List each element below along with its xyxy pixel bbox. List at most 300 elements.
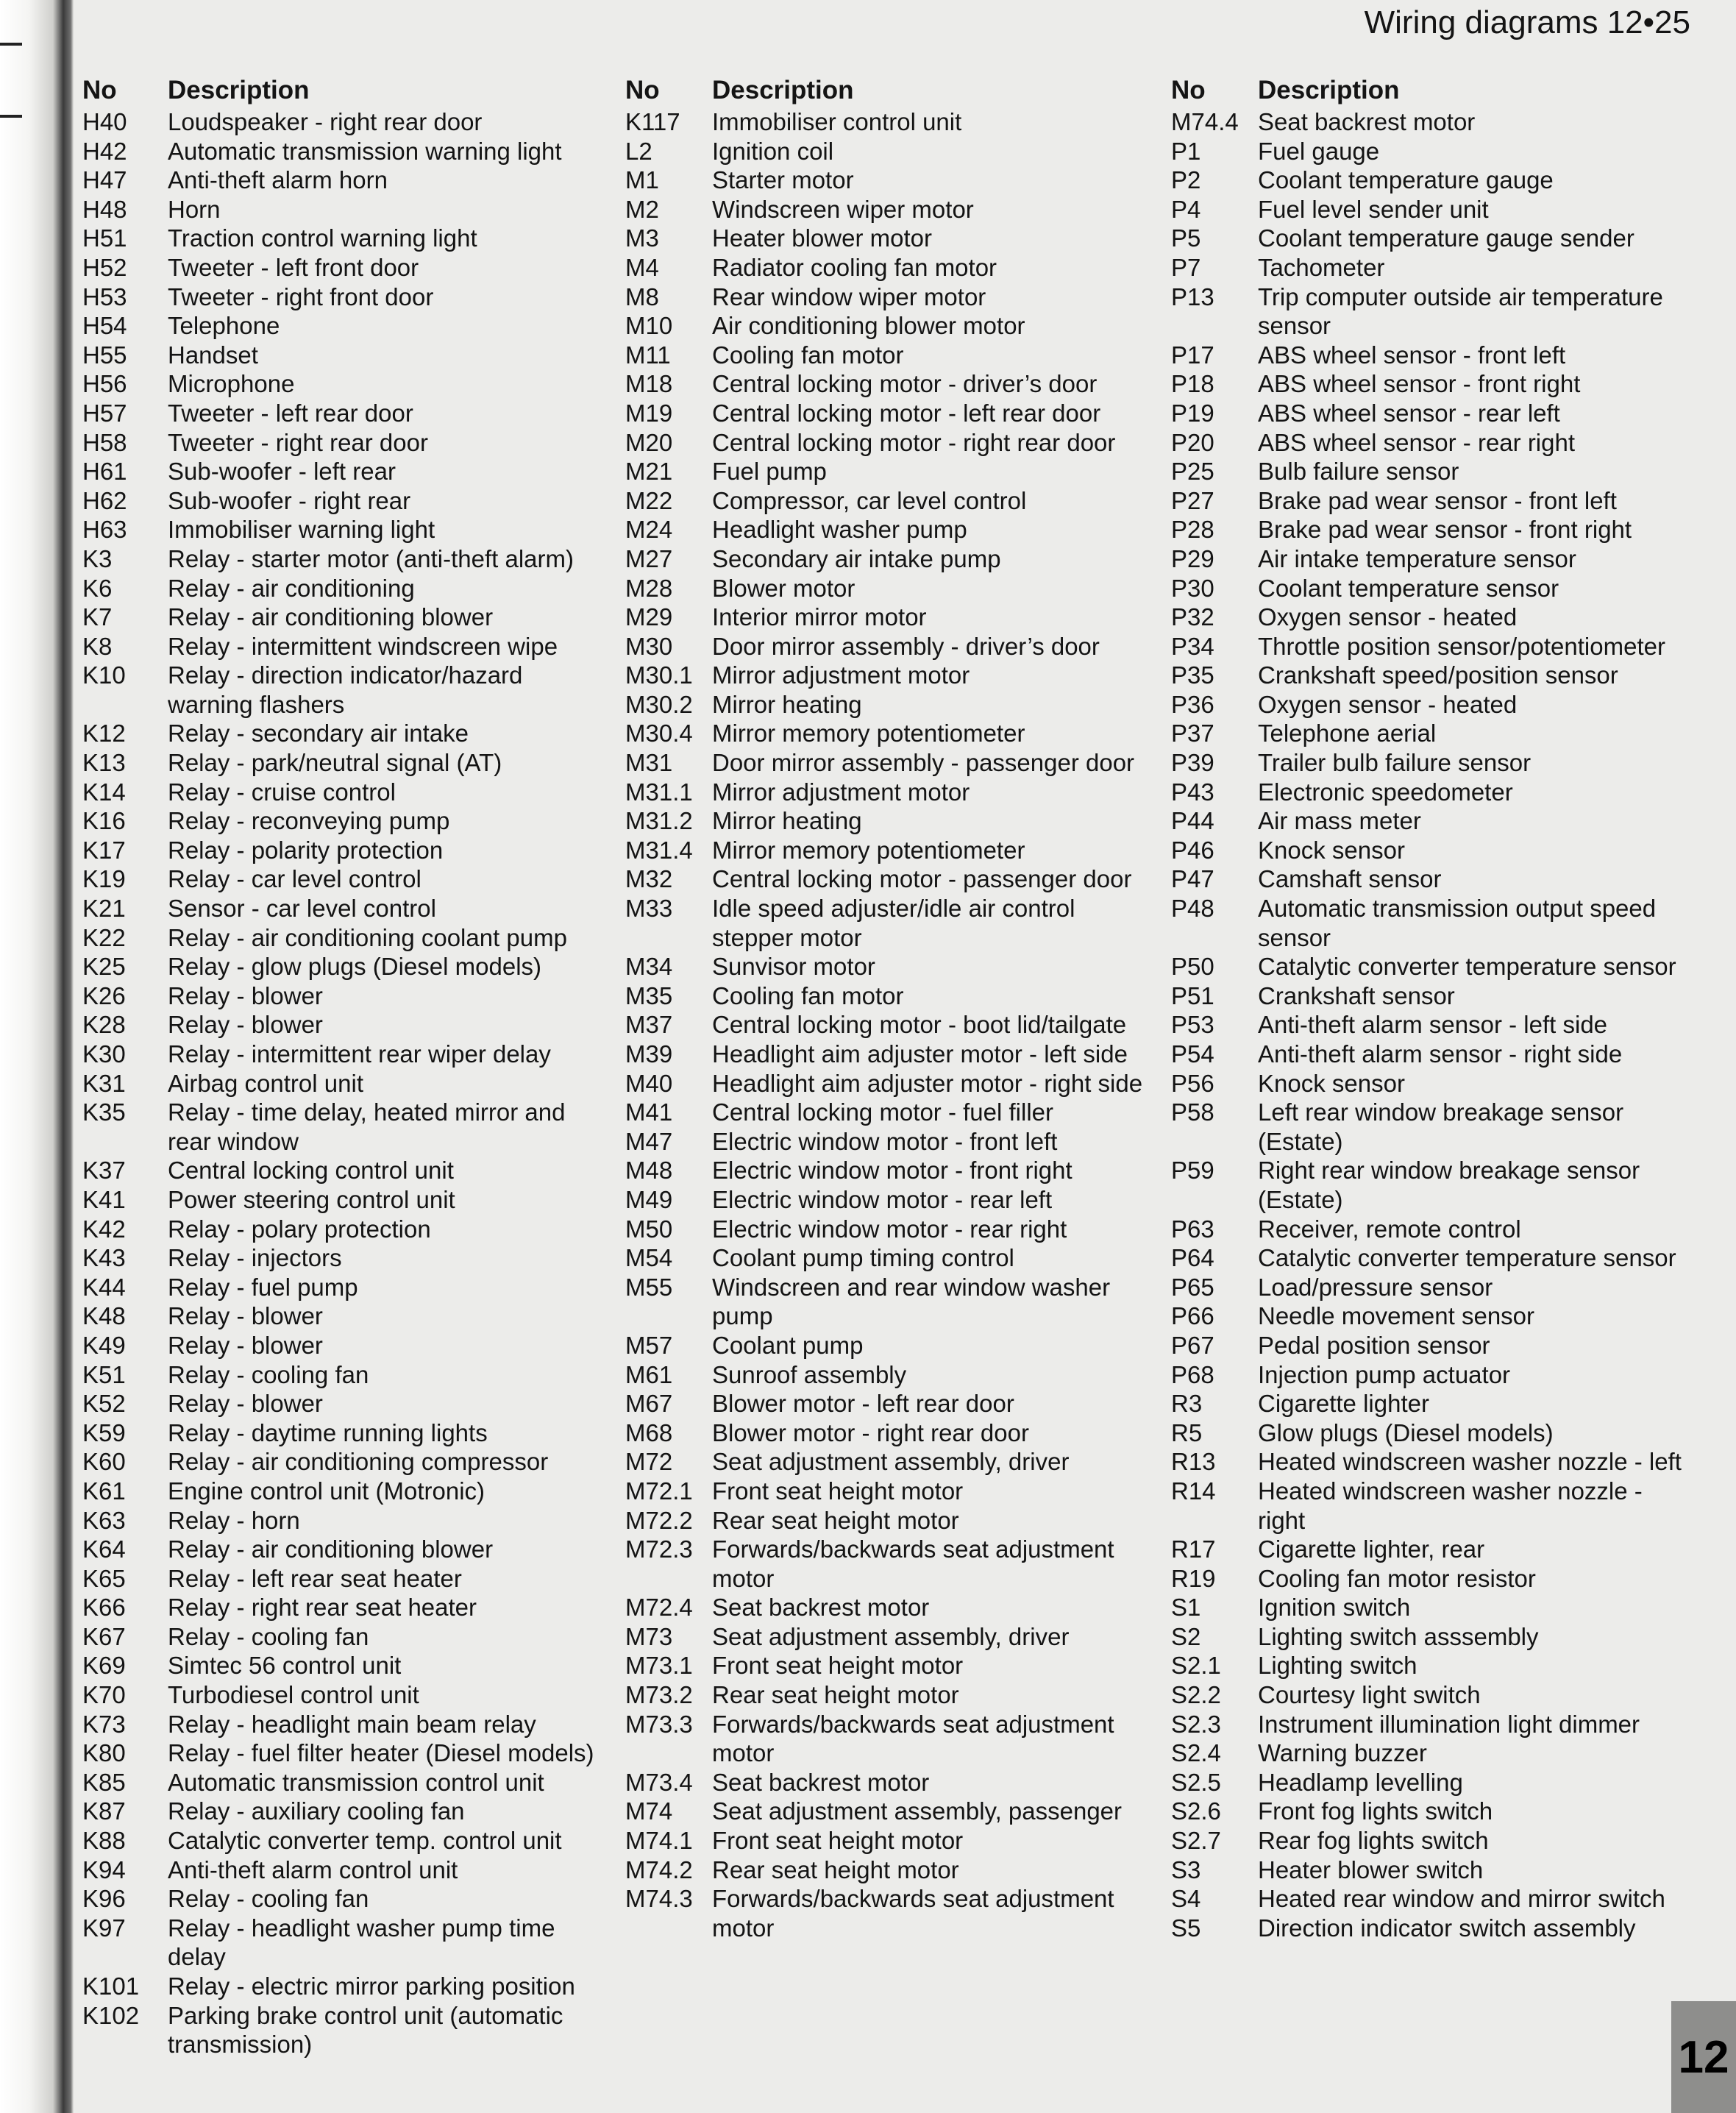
component-description: Compressor, car level control	[712, 486, 1027, 514]
component-code: P50	[1171, 953, 1214, 981]
component-code: K48	[82, 1302, 126, 1330]
legend-row	[82, 486, 597, 516]
component-description: Relay - headlight main beam relay	[168, 1710, 536, 1738]
component-code: M40	[625, 1069, 673, 1097]
component-code: M73	[625, 1622, 673, 1650]
component-description: Traction control warning light	[168, 224, 477, 252]
component-code: M31.1	[625, 778, 693, 806]
component-code: H52	[82, 253, 127, 281]
component-code: M30.2	[625, 690, 693, 718]
component-code: K64	[82, 1535, 126, 1563]
component-code: M33	[625, 895, 673, 923]
component-code: S2.1	[1171, 1652, 1221, 1680]
legend-rows	[625, 107, 1149, 1942]
legend-row	[625, 806, 1149, 836]
component-description: Seat backrest motor	[712, 1594, 930, 1622]
component-code: M18	[625, 370, 673, 398]
component-code: K21	[82, 895, 126, 923]
legend-row	[625, 894, 1149, 952]
component-description: Sunroof assembly	[712, 1360, 907, 1388]
legend-row	[625, 1010, 1149, 1040]
component-description: Tweeter - right rear door	[168, 428, 428, 456]
component-description: Relay - air conditioning	[168, 574, 415, 602]
component-code: K10	[82, 661, 126, 689]
component-description: Relay - daytime running lights	[168, 1418, 488, 1446]
legend-row	[625, 311, 1149, 341]
component-code: H61	[82, 458, 127, 486]
legend-row	[625, 719, 1149, 748]
component-description: Seat adjustment assembly, driver	[712, 1448, 1070, 1476]
component-description: Needle movement sensor	[1258, 1302, 1535, 1330]
component-description: Throttle position sensor/potentiometer	[1258, 632, 1665, 660]
component-description: Relay - cruise control	[168, 778, 396, 806]
legend-row	[625, 836, 1149, 865]
component-code: P20	[1171, 428, 1214, 456]
component-description: Rear seat height motor	[712, 1681, 959, 1709]
component-description: Coolant pump	[712, 1331, 864, 1359]
component-description: Fuel pump	[712, 458, 827, 486]
component-code: K70	[82, 1681, 126, 1709]
component-description: Relay - headlight washer pump time delay	[168, 1914, 555, 1971]
component-code: P46	[1171, 836, 1214, 864]
legend-row	[1171, 1010, 1686, 1040]
legend-row	[1171, 1360, 1686, 1390]
component-description: Coolant temperature gauge	[1258, 166, 1554, 194]
component-code: R17	[1171, 1535, 1216, 1563]
component-code: K66	[82, 1594, 126, 1622]
component-description: Relay - horn	[168, 1506, 300, 1534]
component-description: Relay - secondary air intake	[168, 720, 469, 747]
component-description: Central locking motor - right rear door	[712, 428, 1116, 456]
component-code: S2.7	[1171, 1827, 1221, 1855]
legend-row	[625, 1768, 1149, 1797]
legend-row	[1171, 661, 1686, 690]
component-description: Relay - starter motor (anti-theft alarm)	[168, 544, 574, 572]
legend-row	[625, 1710, 1149, 1768]
component-description: Brake pad wear sensor - front right	[1258, 516, 1632, 544]
component-code: P58	[1171, 1098, 1214, 1126]
component-code: P54	[1171, 1040, 1214, 1068]
component-code: S1	[1171, 1594, 1201, 1622]
component-description: Pedal position sensor	[1258, 1331, 1490, 1359]
component-description: Direction indicator switch assembly	[1258, 1914, 1636, 1942]
component-code: M37	[625, 1011, 673, 1039]
component-description: Mirror memory potentiometer	[712, 836, 1025, 864]
component-code: R13	[1171, 1448, 1216, 1476]
component-code: L2	[625, 137, 652, 165]
component-code: K87	[82, 1797, 126, 1825]
component-description: Relay - blower	[168, 1331, 323, 1359]
component-code: K6	[82, 574, 113, 602]
component-code: P18	[1171, 370, 1214, 398]
column-header	[625, 74, 1149, 107]
legend-row	[625, 195, 1149, 224]
component-code: M48	[625, 1157, 673, 1185]
legend-row	[1171, 574, 1686, 603]
component-description: Blower motor - right rear door	[712, 1418, 1029, 1446]
component-code: K44	[82, 1273, 126, 1301]
legend-row	[82, 719, 597, 748]
legend-row	[82, 1884, 597, 1914]
component-code: M24	[625, 516, 673, 544]
component-description: Turbodiesel control unit	[168, 1681, 419, 1709]
component-description: Door mirror assembly - passenger door	[712, 749, 1135, 777]
component-description: Front fog lights switch	[1258, 1797, 1493, 1825]
component-code: P43	[1171, 778, 1214, 806]
component-description: Relay - cooling fan	[168, 1622, 369, 1650]
legend-row	[82, 661, 597, 719]
component-code: M74.2	[625, 1855, 693, 1883]
component-description: Anti-theft alarm horn	[168, 166, 388, 194]
component-description: Relay - direction indicator/hazard warning flashers	[168, 661, 523, 718]
legend-row	[82, 836, 597, 865]
component-code: P25	[1171, 458, 1214, 486]
component-code: M50	[625, 1215, 673, 1243]
legend-row	[625, 1040, 1149, 1069]
component-code: R5	[1171, 1418, 1203, 1446]
component-code: M27	[625, 544, 673, 572]
legend-row	[1171, 1447, 1686, 1477]
component-description: Lighting switch asssembly	[1258, 1622, 1539, 1650]
legend-row	[625, 1884, 1149, 1942]
legend-row	[82, 311, 597, 341]
legend-row	[625, 661, 1149, 690]
component-description: Front seat height motor	[712, 1827, 964, 1855]
legend-row	[1171, 894, 1686, 952]
legend-row	[625, 1418, 1149, 1448]
component-description: Oxygen sensor - heated	[1258, 690, 1518, 718]
component-code: K13	[82, 749, 126, 777]
component-code: K37	[82, 1157, 126, 1185]
component-description: Mirror heating	[712, 690, 862, 718]
legend-row	[1171, 224, 1686, 253]
component-code: P13	[1171, 283, 1214, 310]
component-description: Glow plugs (Diesel models)	[1258, 1418, 1554, 1446]
component-code: K101	[82, 1972, 140, 2000]
legend-row	[1171, 253, 1686, 283]
legend-row	[1171, 137, 1686, 166]
column-header-no: No	[82, 76, 117, 104]
legend-row	[82, 224, 597, 253]
legend-row	[1171, 457, 1686, 486]
legend-row	[625, 574, 1149, 603]
component-description: Airbag control unit	[168, 1069, 363, 1097]
legend-row	[625, 369, 1149, 399]
legend-row	[82, 1156, 597, 1185]
component-description: Immobiliser control unit	[712, 108, 962, 135]
component-description: Rear window wiper motor	[712, 283, 986, 310]
component-description: Fuel gauge	[1258, 137, 1380, 165]
component-code: M72.2	[625, 1506, 693, 1534]
legend-row	[625, 1127, 1149, 1157]
component-description: ABS wheel sensor - rear right	[1258, 428, 1576, 456]
legend-row	[625, 1098, 1149, 1127]
component-code: M4	[625, 253, 659, 281]
component-description: Mirror adjustment motor	[712, 661, 970, 689]
legend-row	[82, 748, 597, 778]
legend-row	[1171, 1826, 1686, 1855]
legend-row	[82, 1243, 597, 1273]
page-binding-edge	[0, 0, 74, 2113]
component-description: Central locking motor - passenger door	[712, 865, 1132, 893]
component-code: K97	[82, 1914, 126, 1942]
component-description: Load/pressure sensor	[1258, 1273, 1493, 1301]
legend-row	[1171, 1243, 1686, 1273]
component-code: M74.3	[625, 1885, 693, 1913]
component-code: H56	[82, 370, 127, 398]
component-code: M8	[625, 283, 659, 310]
component-code: H54	[82, 312, 127, 340]
legend-row	[625, 341, 1149, 370]
component-code: P65	[1171, 1273, 1214, 1301]
component-description: Tweeter - left front door	[168, 253, 419, 281]
legend-row	[1171, 1739, 1686, 1768]
component-description: Anti-theft alarm sensor - left side	[1258, 1011, 1608, 1039]
component-description: Telephone	[168, 312, 280, 340]
legend-row	[625, 1360, 1149, 1390]
legend-row	[82, 1622, 597, 1652]
column-header-description: Description	[1258, 76, 1400, 104]
component-code: K65	[82, 1564, 126, 1592]
legend-row	[625, 399, 1149, 428]
component-code: M61	[625, 1360, 673, 1388]
component-description: Receiver, remote control	[1258, 1215, 1521, 1243]
legend-row	[82, 1040, 597, 1069]
legend-row	[82, 1069, 597, 1098]
component-description: Secondary air intake pump	[712, 544, 1001, 572]
component-description: Bulb failure sensor	[1258, 458, 1459, 486]
component-description: ABS wheel sensor - front right	[1258, 370, 1581, 398]
legend-row	[1171, 1535, 1686, 1564]
component-code: K94	[82, 1855, 126, 1883]
component-code: K25	[82, 953, 126, 981]
legend-row	[82, 603, 597, 632]
component-code: P1	[1171, 137, 1201, 165]
legend-row	[1171, 1477, 1686, 1535]
component-description: Heated windscreen washer nozzle - left	[1258, 1448, 1682, 1476]
component-description: Electric window motor - front left	[712, 1127, 1058, 1155]
legend-row	[625, 1243, 1149, 1273]
component-description: Seat backrest motor	[1258, 108, 1476, 135]
legend-row	[625, 253, 1149, 283]
legend-row	[625, 632, 1149, 661]
component-description: Relay - cooling fan	[168, 1360, 369, 1388]
legend-row	[625, 166, 1149, 195]
component-description: Rear fog lights switch	[1258, 1827, 1489, 1855]
legend-row	[625, 137, 1149, 166]
component-code: M31.4	[625, 836, 693, 864]
legend-row	[1171, 1914, 1686, 1943]
component-code: M28	[625, 574, 673, 602]
legend-row	[625, 1855, 1149, 1885]
component-code: P2	[1171, 166, 1201, 194]
component-description: Telephone aerial	[1258, 720, 1437, 747]
legend-row	[1171, 1273, 1686, 1302]
component-code: P66	[1171, 1302, 1214, 1330]
legend-row	[82, 1914, 597, 1972]
component-description: Heated rear window and mirror switch	[1258, 1885, 1665, 1913]
component-code: K12	[82, 720, 126, 747]
legend-row	[625, 1331, 1149, 1360]
legend-row	[82, 1710, 597, 1739]
component-description: Heated windscreen washer nozzle - right	[1258, 1477, 1643, 1534]
component-description: Rear seat height motor	[712, 1506, 959, 1534]
component-description: Immobiliser warning light	[168, 516, 435, 544]
legend-row	[1171, 1564, 1686, 1594]
component-code: H42	[82, 137, 127, 165]
legend-row	[82, 1739, 597, 1768]
component-description: Parking brake control unit (automatic transmission)	[168, 2001, 563, 2059]
legend-row	[1171, 428, 1686, 458]
legend-row	[625, 283, 1149, 312]
component-code: K61	[82, 1477, 126, 1505]
component-code: S2.3	[1171, 1710, 1221, 1738]
component-code: M67	[625, 1390, 673, 1418]
legend-row	[82, 981, 597, 1011]
component-description: Left rear window breakage sensor (Estate)	[1258, 1098, 1624, 1155]
component-description: Electronic speedometer	[1258, 778, 1513, 806]
component-code: S3	[1171, 1855, 1201, 1883]
legend-row	[625, 603, 1149, 632]
legend-row	[1171, 1215, 1686, 1244]
component-code: P64	[1171, 1244, 1214, 1272]
component-description: Windscreen and rear window washer pump	[712, 1273, 1111, 1330]
component-description: Relay - reconveying pump	[168, 807, 450, 835]
component-description: Relay - injectors	[168, 1244, 342, 1272]
component-description: Knock sensor	[1258, 1069, 1405, 1097]
component-description: Engine control unit (Motronic)	[168, 1477, 485, 1505]
legend-row	[82, 632, 597, 661]
legend-row	[625, 748, 1149, 778]
legend-row	[1171, 1331, 1686, 1360]
legend-row	[82, 1651, 597, 1680]
component-code: K7	[82, 603, 113, 631]
legend-row	[1171, 748, 1686, 778]
legend-row	[1171, 1680, 1686, 1710]
component-description: Relay - auxiliary cooling fan	[168, 1797, 465, 1825]
component-code: M3	[625, 224, 659, 252]
legend-row	[82, 1797, 597, 1826]
component-code: M30.1	[625, 661, 693, 689]
legend-row	[82, 1564, 597, 1594]
component-description: Relay - air conditioning compressor	[168, 1448, 549, 1476]
component-description: ABS wheel sensor - front left	[1258, 341, 1566, 369]
component-description: Blower motor	[712, 574, 855, 602]
component-description: Relay - polarity protection	[168, 836, 444, 864]
binding-mark	[0, 115, 22, 118]
component-code: H51	[82, 224, 127, 252]
legend-row	[82, 253, 597, 283]
component-description: Electric window motor - rear left	[712, 1185, 1053, 1213]
component-description: Catalytic converter temperature sensor	[1258, 1244, 1676, 1272]
component-code: K67	[82, 1622, 126, 1650]
component-code: K49	[82, 1331, 126, 1359]
component-description: Handset	[168, 341, 258, 369]
component-code: P29	[1171, 544, 1214, 572]
legend-row	[625, 1215, 1149, 1244]
legend-row	[625, 1447, 1149, 1477]
legend-row	[1171, 1855, 1686, 1885]
component-description: Idle speed adjuster/idle air control stepper motor	[712, 895, 1075, 951]
component-code: H47	[82, 166, 127, 194]
component-description: Sensor - car level control	[168, 895, 436, 923]
component-description: Blower motor - left rear door	[712, 1390, 1014, 1418]
component-code: K117	[625, 108, 680, 135]
component-description: Door mirror assembly - driver’s door	[712, 632, 1100, 660]
legend-row	[82, 1010, 597, 1040]
component-code: K88	[82, 1827, 126, 1855]
component-description: Relay - fuel filter heater (Diesel models)	[168, 1739, 594, 1767]
component-code: K3	[82, 544, 113, 572]
component-description: Central locking control unit	[168, 1157, 454, 1185]
legend-row	[1171, 166, 1686, 195]
component-code: K42	[82, 1215, 126, 1243]
component-description: Front seat height motor	[712, 1477, 964, 1505]
component-description: Seat backrest motor	[712, 1768, 930, 1796]
component-code: M54	[625, 1244, 673, 1272]
component-description: Relay - blower	[168, 1011, 323, 1039]
legend-row	[1171, 544, 1686, 574]
component-description: Ignition switch	[1258, 1594, 1411, 1622]
legend-row	[1171, 369, 1686, 399]
legend-row	[1171, 981, 1686, 1011]
component-description: Electric window motor - rear right	[712, 1215, 1067, 1243]
component-code: M32	[625, 865, 673, 893]
component-code: P19	[1171, 399, 1214, 427]
component-description: Catalytic converter temp. control unit	[168, 1827, 562, 1855]
component-code: M73.2	[625, 1681, 693, 1709]
legend-column-1	[82, 74, 597, 2059]
component-description: Sunvisor motor	[712, 953, 875, 981]
column-header	[82, 74, 597, 107]
component-code: P39	[1171, 749, 1214, 777]
legend-column-2	[625, 74, 1149, 1942]
component-description: Forwards/backwards seat adjustment motor	[712, 1710, 1114, 1767]
legend-row	[82, 369, 597, 399]
legend-row	[82, 1972, 597, 2001]
component-description: Headlamp levelling	[1258, 1768, 1463, 1796]
legend-row	[1171, 719, 1686, 748]
legend-row	[82, 107, 597, 137]
legend-row	[1171, 1301, 1686, 1331]
component-code: K63	[82, 1506, 126, 1534]
legend-row	[625, 1477, 1149, 1506]
legend-row	[625, 1069, 1149, 1098]
component-code: M1	[625, 166, 659, 194]
legend-row	[82, 864, 597, 894]
component-description: Central locking motor - left rear door	[712, 399, 1101, 427]
component-description: Heater blower switch	[1258, 1855, 1484, 1883]
component-code: P48	[1171, 895, 1214, 923]
component-description: Crankshaft sensor	[1258, 981, 1455, 1009]
component-code: M74.1	[625, 1827, 693, 1855]
component-description: Central locking motor - boot lid/tailgate	[712, 1011, 1127, 1039]
component-description: Relay - polary protection	[168, 1215, 431, 1243]
legend-row	[82, 1331, 597, 1360]
legend-row	[1171, 1098, 1686, 1156]
component-code: M72.1	[625, 1477, 693, 1505]
legend-row	[1171, 806, 1686, 836]
component-code: P67	[1171, 1331, 1214, 1359]
component-description: Seat adjustment assembly, passenger	[712, 1797, 1123, 1825]
component-code: M72.3	[625, 1535, 693, 1563]
component-code: P30	[1171, 574, 1214, 602]
component-description: Headlight aim adjuster motor - left side	[712, 1040, 1128, 1068]
component-description: Headlight aim adjuster motor - right side	[712, 1069, 1143, 1097]
component-description: Sub-woofer - left rear	[168, 458, 396, 486]
component-code: S2	[1171, 1622, 1201, 1650]
legend-row	[625, 981, 1149, 1011]
